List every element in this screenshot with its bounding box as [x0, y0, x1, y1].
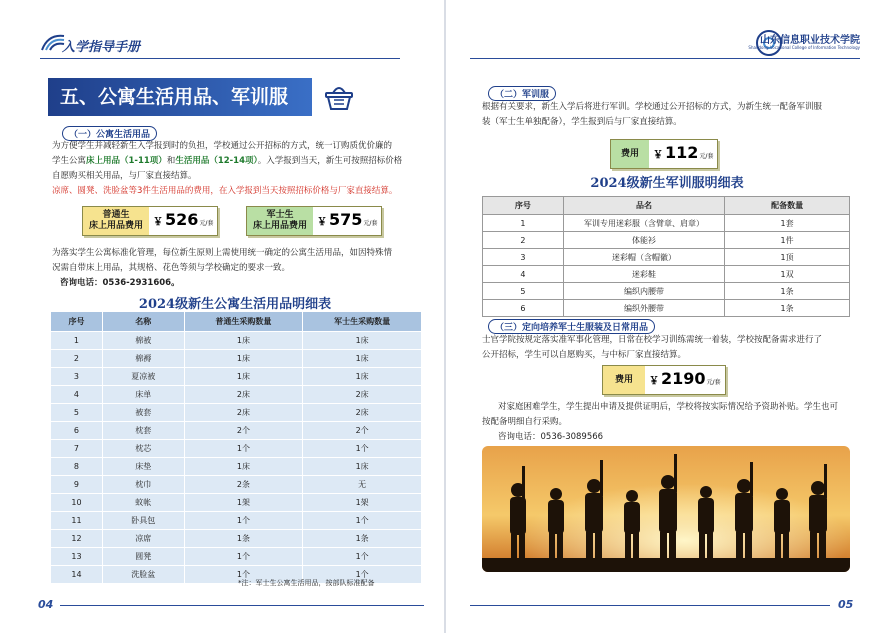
table-row: [51, 350, 422, 368]
military-student-fee-box: [246, 206, 382, 236]
policy-paragraph: [52, 246, 422, 291]
table-cell: 迷彩帽（含帽徽）: [563, 249, 724, 266]
subsection-title-uniform: [488, 86, 556, 101]
table-cell: 编织内腰带: [563, 283, 724, 300]
table-header-row: [483, 197, 850, 215]
table-cell: 4: [483, 266, 564, 283]
table-row: [51, 548, 422, 566]
table-header-cell: 名称: [102, 312, 184, 332]
contact-phone: 咨询电话：0536-3089566: [498, 432, 604, 442]
table-cell: 13: [51, 548, 103, 566]
table-cell: 2: [51, 350, 103, 368]
fee-label-line2: 床上用品费用: [253, 221, 308, 231]
policy-line-1: 为落实学生公寓标准化管理，每位新生原则上需使用统一确定的公寓生活用品，如因特殊情: [52, 248, 393, 258]
table-row: [51, 422, 422, 440]
table-cell: 1件: [725, 232, 850, 249]
table-cell: 圆凳: [102, 548, 184, 566]
table-cell: 6: [51, 422, 103, 440]
table-cell: 床单: [102, 386, 184, 404]
uniform-line-1: 根据有关要求，新生入学后将进行军训。学校通过公开招标的方式，为新生统一配备军训服: [482, 102, 823, 112]
table-header-cell: 序号: [51, 312, 103, 332]
table-cell: 体能衫: [563, 232, 724, 249]
subsection-title-military-supplies: [488, 319, 655, 334]
page-number-right: 05: [838, 598, 854, 611]
left-page: [0, 0, 444, 633]
military-supplies-paragraph: [482, 333, 852, 363]
table-cell: 1: [483, 215, 564, 232]
intro-line-1: 为方便学生并减轻新生入学报到时的负担，学校通过公开招标的方式，统一订购质优价廉的: [52, 141, 393, 151]
table-cell: 6: [483, 300, 564, 317]
table-cell: 蚊帐: [102, 494, 184, 512]
table-cell: 1架: [303, 494, 422, 512]
table-cell: 1床: [303, 368, 422, 386]
table-cell: 14: [51, 566, 103, 584]
table-header-cell: 配备数量: [725, 197, 850, 215]
table-cell: 1个: [184, 440, 303, 458]
table-row: [483, 215, 850, 232]
table-cell: 军训专用迷彩服（含臂章、肩章）: [563, 215, 724, 232]
uniform-line-2: 装（军士生单独配备），学生报到后与厂家直接结算。: [482, 117, 682, 127]
fee-amount: 575: [329, 210, 363, 229]
subsidy-line-2: 按配备明细自行采购。: [482, 417, 568, 427]
table-cell: 3: [51, 368, 103, 386]
fee-label: [83, 207, 149, 235]
daily-items-highlight: 生活用品（12-14项）: [175, 156, 258, 166]
table-cell: 1床: [184, 332, 303, 350]
table-cell: 2床: [184, 404, 303, 422]
fee-unit: 元/套: [699, 153, 714, 160]
table-cell: 7: [51, 440, 103, 458]
table-cell: 无: [303, 476, 422, 494]
currency-symbol: ￥: [649, 376, 660, 387]
table-cell: 1顶: [725, 249, 850, 266]
shopping-basket-icon: [322, 80, 356, 114]
table-cell: 1床: [303, 350, 422, 368]
table-row: [483, 232, 850, 249]
contact-phone: 咨询电话：0536-2931606。: [60, 278, 180, 288]
table-cell: 8: [51, 458, 103, 476]
table-cell: 枕巾: [102, 476, 184, 494]
intro-paragraph: [52, 139, 422, 199]
table-row: [51, 404, 422, 422]
table-cell: 1双: [725, 266, 850, 283]
fee-label-line2: 床上用品费用: [89, 221, 144, 231]
military-line-1: 士官学院按规定落实准军事化管理，日常在校学习训练需统一着装，学校按配备需求进行了: [482, 335, 823, 345]
table-cell: 1条: [725, 283, 850, 300]
fee-label: 费用: [603, 366, 645, 394]
table-cell: 1个: [303, 512, 422, 530]
fee-unit: 元/套: [363, 220, 378, 227]
table-row: [51, 386, 422, 404]
fee-unit: 元/套: [706, 379, 721, 386]
header-divider: [40, 58, 400, 59]
intro-text: 。入学报到当天，新生可按照招标价格: [257, 156, 403, 166]
currency-symbol: ￥: [153, 217, 164, 228]
fee-value: [649, 140, 717, 168]
table-cell: 1套: [725, 215, 850, 232]
table-cell: 1床: [184, 458, 303, 476]
fee-label-line1: 军士生: [266, 210, 294, 220]
footer-divider: [470, 605, 830, 606]
subsidy-line-1: 对家庭困难学生，学生提出申请及提供证明后，学校将按实际情况给予资助补贴。学生也可: [498, 402, 839, 412]
subsection-label: （一）公寓生活用品: [62, 126, 157, 141]
currency-symbol: ￥: [653, 150, 664, 161]
table-cell: 2床: [303, 404, 422, 422]
table-cell: 1条: [303, 530, 422, 548]
uniform-table-title: 2024级新生军训服明细表: [590, 176, 744, 191]
regular-student-fee-box: [82, 206, 218, 236]
table-header-cell: 普通生采购数量: [184, 312, 303, 332]
intro-line-2: [52, 154, 422, 169]
table-row: [483, 300, 850, 317]
table-row: [51, 476, 422, 494]
table-cell: 1个: [184, 512, 303, 530]
fee-value: [149, 207, 217, 235]
table-cell: 5: [483, 283, 564, 300]
table-row: [51, 512, 422, 530]
bedding-items-highlight: 床上用品（1-11项）: [86, 156, 167, 166]
table-header-cell: 品名: [563, 197, 724, 215]
table-cell: 1: [51, 332, 103, 350]
school-name: 山东信息职业技术学院: [760, 35, 860, 46]
payment-notice: 凉席、圆凳、洗脸盆等3件生活用品的费用，在入学报到当天按照招标价格与厂家直接结算。: [52, 186, 398, 196]
table-cell: 1个: [184, 548, 303, 566]
table-cell: 2个: [303, 422, 422, 440]
table-cell: 9: [51, 476, 103, 494]
table-cell: 洗脸盆: [102, 566, 184, 584]
table-header-cell: 军士生采购数量: [303, 312, 422, 332]
table-cell: 2条: [184, 476, 303, 494]
policy-line-2: 况需自带床上用品，其规格、花色等须与学校确定的要求一致。: [52, 263, 291, 273]
table-cell: 1床: [303, 458, 422, 476]
table-cell: 2床: [184, 386, 303, 404]
table-cell: 编织外腰带: [563, 300, 724, 317]
table-header-row: [51, 312, 422, 332]
table-cell: 床垫: [102, 458, 184, 476]
table-cell: 1条: [725, 300, 850, 317]
bedding-table-title: 2024级新生公寓生活用品明细表: [138, 297, 332, 312]
table-row: [51, 494, 422, 512]
footer-divider: [60, 605, 424, 606]
intro-line-3: 自愿购买相关用品，与厂家直接结算。: [52, 171, 197, 181]
fee-value: [645, 366, 725, 394]
uniform-table: [482, 196, 850, 317]
handbook-title: 入学指导手册: [62, 40, 141, 55]
footnote: *注：军士生公寓生活用品，按部队标准配备: [238, 579, 375, 587]
table-cell: 卧具包: [102, 512, 184, 530]
table-cell: 1个: [303, 566, 422, 584]
table-cell: 2: [483, 232, 564, 249]
bedding-table: [50, 311, 422, 584]
table-cell: 2床: [303, 386, 422, 404]
table-cell: 3: [483, 249, 564, 266]
table-cell: 1个: [303, 548, 422, 566]
subsidy-paragraph: [482, 400, 852, 445]
table-cell: 4: [51, 386, 103, 404]
table-cell: 枕套: [102, 422, 184, 440]
intro-text: 和: [166, 156, 176, 166]
subsection-label: （三）定向培养军士生服装及日常用品: [488, 319, 655, 334]
table-cell: 11: [51, 512, 103, 530]
header-divider: [470, 58, 860, 59]
fee-value: [313, 207, 381, 235]
intro-text: 学生公寓: [52, 156, 87, 166]
table-row: [51, 530, 422, 548]
table-row: [51, 458, 422, 476]
table-row: [51, 332, 422, 350]
fee-label-line1: 普通生: [102, 210, 130, 220]
table-cell: 12: [51, 530, 103, 548]
table-cell: 2个: [184, 422, 303, 440]
soldiers-silhouette-photo: [482, 446, 850, 572]
table-row: [51, 368, 422, 386]
currency-symbol: ￥: [317, 217, 328, 228]
school-english-name: Shandong Vocational College of Information Technology: [748, 45, 860, 50]
table-cell: 1床: [184, 368, 303, 386]
page-number-left: 04: [38, 598, 54, 611]
table-cell: 被套: [102, 404, 184, 422]
fee-unit: 元/套: [199, 220, 214, 227]
table-body: [51, 332, 422, 584]
military-line-2: 公开招标，学生可以自愿购买，与中标厂家直接结算。: [482, 350, 687, 360]
table-cell: 枕芯: [102, 440, 184, 458]
table-cell: 1床: [184, 350, 303, 368]
table-cell: 1床: [303, 332, 422, 350]
military-supplies-fee-box: [602, 365, 726, 395]
table-cell: 1个: [184, 566, 303, 584]
fee-amount: 112: [665, 143, 699, 162]
table-cell: 1架: [184, 494, 303, 512]
table-cell: 迷彩鞋: [563, 266, 724, 283]
fee-label: [247, 207, 313, 235]
table-cell: 棉被: [102, 332, 184, 350]
section-title: 五、公寓生活用品、军训服: [48, 78, 312, 116]
fee-amount: 526: [165, 210, 199, 229]
table-row: [51, 440, 422, 458]
table-header-cell: 序号: [483, 197, 564, 215]
table-cell: 凉席: [102, 530, 184, 548]
table-cell: 5: [51, 404, 103, 422]
uniform-paragraph: [482, 100, 852, 130]
table-row: [483, 266, 850, 283]
uniform-fee-box: [610, 139, 718, 169]
table-cell: 1个: [303, 440, 422, 458]
table-cell: 棉褥: [102, 350, 184, 368]
fee-label: 费用: [611, 140, 649, 168]
table-cell: 1条: [184, 530, 303, 548]
table-cell: 10: [51, 494, 103, 512]
table-body: [483, 215, 850, 317]
table-cell: 夏凉被: [102, 368, 184, 386]
table-row: [483, 283, 850, 300]
fee-amount: 2190: [661, 369, 706, 388]
subsection-label: （二）军训服: [488, 86, 556, 101]
table-row: [483, 249, 850, 266]
